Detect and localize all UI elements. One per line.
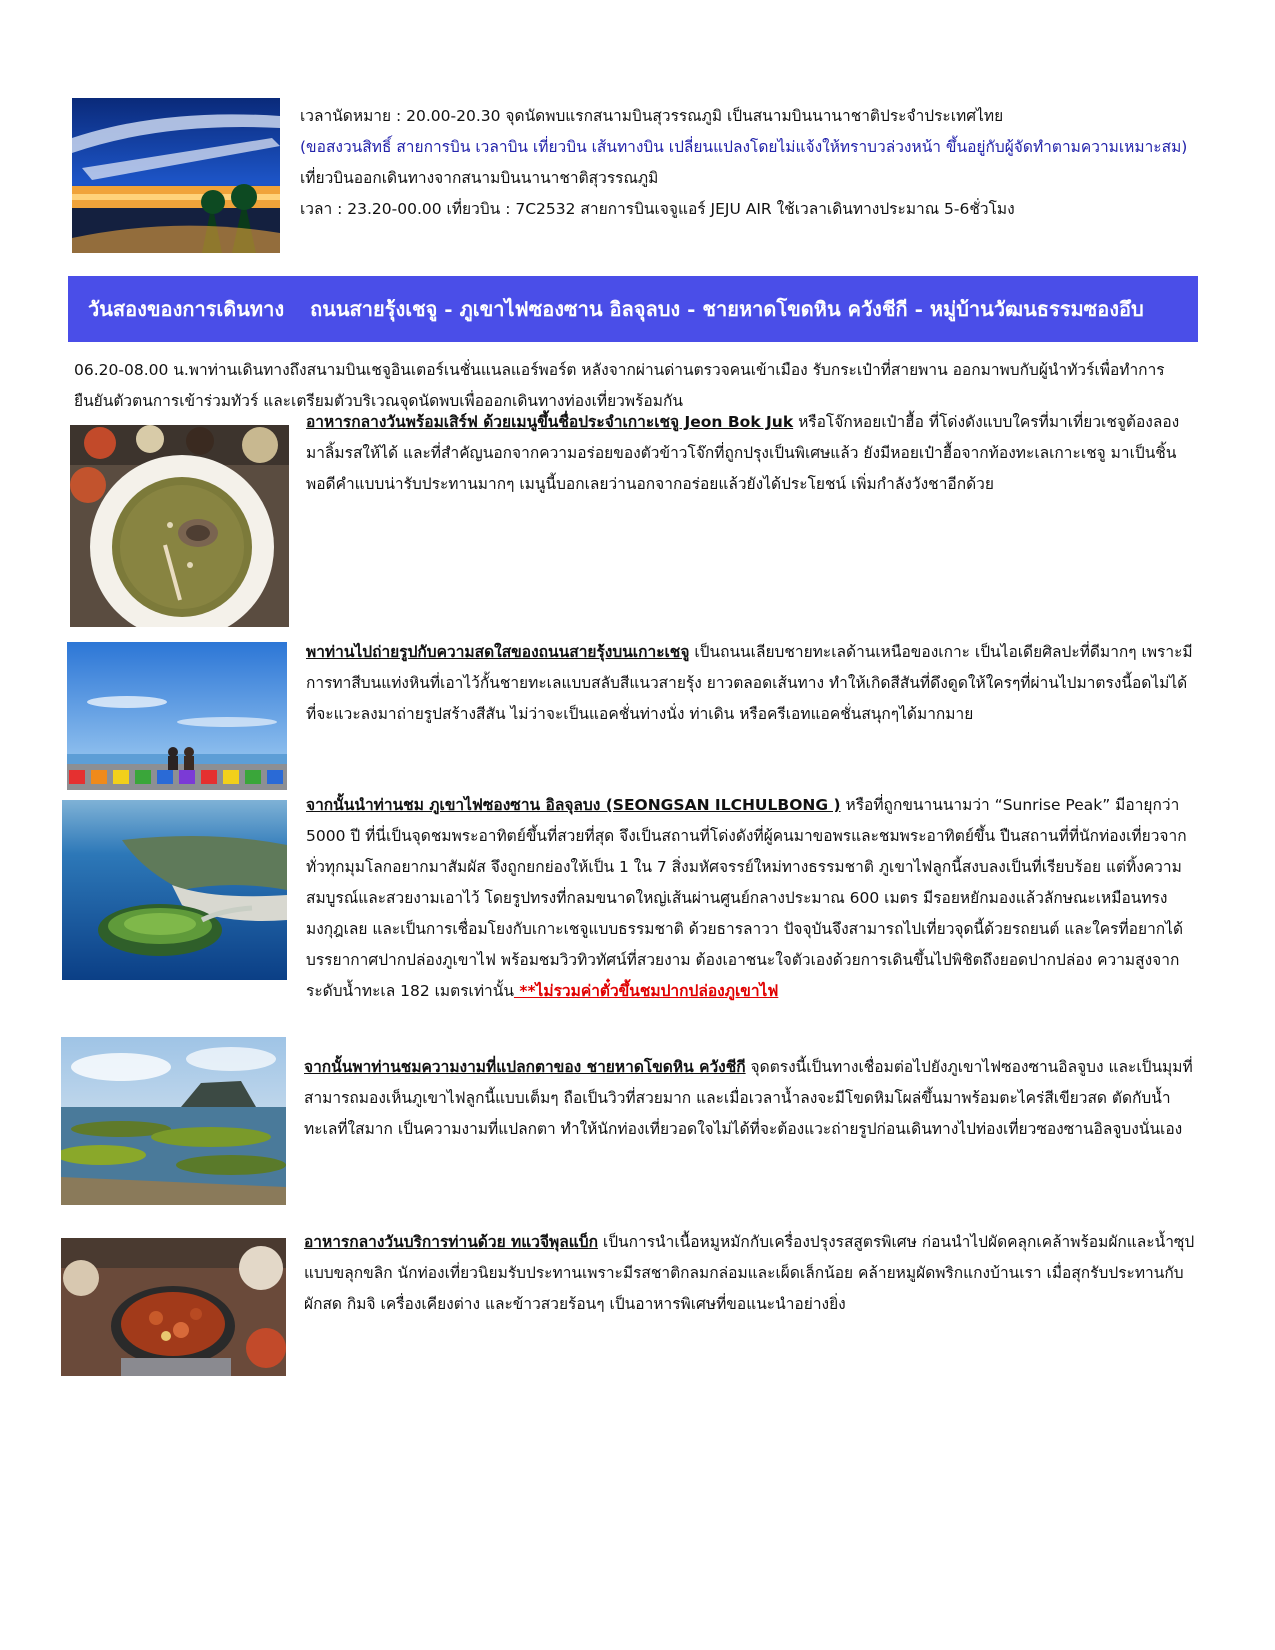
item-title: พาท่านไปถ่ายรูปกับความสดใสของถนนสายรุ้งบนเกาะเชจู [306, 643, 690, 661]
day-label: วันสองของการเดินทาง [88, 297, 285, 321]
item-body: เป็นการนำเนื้อหมูหมักกับเครื่องปรุงรสสูตรพิเศษ ก่อนนำไปผัดคลุกเคล้าพร้อมผักและน้ำซุปแบบขลุกขลิก นักท่องเที่ยวนิยมรับประทานเพราะมีรสชาติกลมกล่อมและเผ็ดเล็กน้อย คล้ายหมูผัดพริกแกงบ้านเรา เมื่อสุกรับประทานกับ ผักสด กิมจิ เครื่องเคียงต่าง และข้าวสวยร้อนๆ เป็นอาหารพิเศษที่ขอแนะนำอย่างยิ่ง [304, 1233, 1195, 1313]
item-title: จากนั้นพาท่านชมความงามที่แปลกตาของ ชายหาดโขดหิน ควังชีกี [304, 1058, 746, 1076]
item-body: เป็นถนนเลียบชายทะเลด้านเหนือของเกาะ เป็นไอเดียศิลปะที่ดีมากๆ เพราะมีการทาสีบนแท่งหินที่เอาไว้กั้นชายทะเลแบบสลับสีแนวสายรุ้ง ยาวตลอดเส้นทาง ทำให้เกิดสีสันที่ดึงดูดให้ใครๆที่ผ่านไปมาตรงนี้อดไม่ได้ ที่จะแวะลงมาถ่ายรูปสร้างสีสัน ไม่ว่าจะเป็นแอคชั่นท่างนั่ง ท่าเดิน หรือครีเอทแอคชั่นสนุกๆได้มากมาย [306, 643, 1193, 723]
arrival-paragraph: 06.20-08.00 น.พาท่านเดินทางถึงสนามบินเชจูอินเตอร์เนชั่นแนลแอร์พอร์ต หลังจากผ่านด่านตรวจคนเข้าเมือง รับกระเป๋าที่สายพาน ออกมาพบกับผู้นำทัวร์เพื่อทำการยืนยันตัวตนการเข้าร่วมทัวร์ และเตรียมตัวบริเวณจุดนัดพบเพื่อออกเดินทางท่องเที่ยวพร้อมกัน [74, 361, 1165, 410]
rainbow-road-photo [67, 642, 287, 790]
item-body: จุดตรงนี้เป็นทางเชื่อมต่อไปยังภูเขาไฟซองซานอิลจูบง และเป็นมุมที่สามารถมองเห็นภูเขาไฟลูกนี้แบบเต็มๆ ถือเป็นวิวที่สวยมาก และเมื่อเวลาน้ำลงจะมีโขดหิมโผล่ขึ้นมาพร้อมตะไคร่สีเขียวสด ตัดกับน้ำทะเลที่ใสมาก เป็นความงามที่แปลกตา ทำให้นักท่องเที่ยวอดใจไม่ได้ที่จะต้องแวะถ่ายรูปก่อนเดินทางไปท่องเที่ยวซองซานอิลจูบงนั่นเอง [304, 1058, 1193, 1138]
ticket-warning: **ไม่รวมค่าตั๋วขึ้นชมปากปล่องภูเขาไฟ [513, 982, 779, 1000]
flight-info: เวลา : 23.20-00.00 เที่ยวบิน : 7C2532 สายการบินเจจูแอร์ JEJU AIR ใช้เวลาเดินทางประมาณ 5-6ชั่วโมง [300, 200, 1015, 218]
item-rainbow-road [306, 637, 1196, 730]
item-pork-bulgogi [304, 1227, 1196, 1320]
day-route: ถนนสายรุ้งเชจู - ภูเขาไฟซองซาน อิลจุลบง - ชายหาดโขดหิน ควังชีกี - หมู่บ้านวัฒนธรรมซองอึบ [310, 297, 1144, 321]
item-title: จากนั้นนำท่านชม ภูเขาไฟซองซาน อิลจุลบง (SEONGSAN ILCHULBONG ) [306, 796, 841, 814]
item-abalone [306, 407, 1196, 500]
disclaimer: (ขอสงวนสิทธิ์ สายการบิน เวลาบิน เที่ยวบิน เส้นทางบิน เปลี่ยนแปลงโดยไม่แจ้งให้ทราบวล่วงหน้า ขึ้นอยู่กับผู้จัดทำตามความเหมาะสม) [300, 138, 1188, 156]
item-title: อาหารกลางวันพร้อมเสิร์ฟ ด้วยเมนูขึ้นชื่อประจำเกาะเชจู Jeon Bok Juk [306, 413, 794, 431]
item-title: อาหารกลางวันบริการท่านด้วย ทแวจีพุลแบ็ก [304, 1233, 598, 1251]
pork-bulgogi-photo [61, 1238, 286, 1376]
departure-info: เที่ยวบินออกเดินทางจากสนามบินนานาชาติสุวรรณภูมิ [300, 169, 659, 187]
item-body: หรือโจ๊กหอยเป๋าฮื้อ ที่โด่งดังแบบใครที่มาเที่ยวเชจูต้องลองมาลิ้มรสให้ได้ และที่สำคัญนอกจากความอร่อยของตัวข้าวโจ๊กที่ถูกปรุงเป็นพิเศษแล้ว ยังมีหอยเป๋าฮื้อจากท้องทะเลเกาะเชจู มาเป็นชิ้นพอดีคำแบบน่ารับประทานมากๆ เมนูนี้บอกเลยว่านอกจากอร่อยแล้วยังได้ประโยชน์ เพิ่มกำลังวังชาอีกด้วย [306, 413, 1180, 493]
item-seongsan [306, 790, 1196, 1007]
item-body: หรือที่ถูกขนานนามว่า “Sunrise Peak” มีอายุกว่า 5000 ปี ที่นี่เป็นจุดชมพระอาทิตย์ขึ้นที่สวยที่สุด จึงเป็นสถานที่โด่งดังที่ผู้คนมาขอพรและชมพระอาทิตย์ขึ้น ปืนสถานที่ที่นักท่องเที่ยวจากทั่วทุกมุมโลกอยากมาสัมผัส จึงถูกยกย่องให้เป็น 1 ใน 7 สิ่งมหัศจรรย์ใหม่ทางธรรมชาติ ภูเขาไฟลูกนี้สงบลงเป็นที่เรียบร้อย แต่ทิ้งความสมบูรณ์และสวยงามเอาไว้ โดยรูปทรงที่กลมขนาดใหญ่เส้นผ่านศูนย์กลางประมาณ 600 เมตร มีรอยหยักมองแล้วลักษณะเหมือนทรงมงกุฎเลย และเป็นการเชื่อมโยงกับเกาะเชจูแบบธรรมชาติ ด้วยธารลาวา ปัจจุบันจึงสามารถไปเที่ยวจุดนี้ด้วยรถยนต์ และใครที่อยากได้บรรยากาศปากปล่องภูเขาไฟ พร้อมชมวิวทิวทัศน์ที่สวยงาม ต้องเอาชนะใจตัวเองด้วยการเดินขึ้นไปพิชิตถึงยอดปากปล่อง ความสูงจากระดับน้ำทะเล 182 เมตรเท่านั้น [306, 796, 1187, 1000]
gwangchigi-beach-photo [61, 1037, 286, 1205]
airport-photo [72, 98, 280, 253]
item-gwangchigi [304, 1052, 1196, 1145]
abalone-porridge-photo [70, 425, 289, 627]
seongsan-photo [62, 800, 287, 980]
meeting-time: เวลานัดหมาย : 20.00-20.30 จุดนัดพบแรกสนามบินสุวรรณภูมิ เป็นสนามบินนานาชาติประจำประเทศไทย [300, 107, 1004, 125]
airport-info [300, 101, 1200, 225]
day-banner [68, 276, 1198, 342]
